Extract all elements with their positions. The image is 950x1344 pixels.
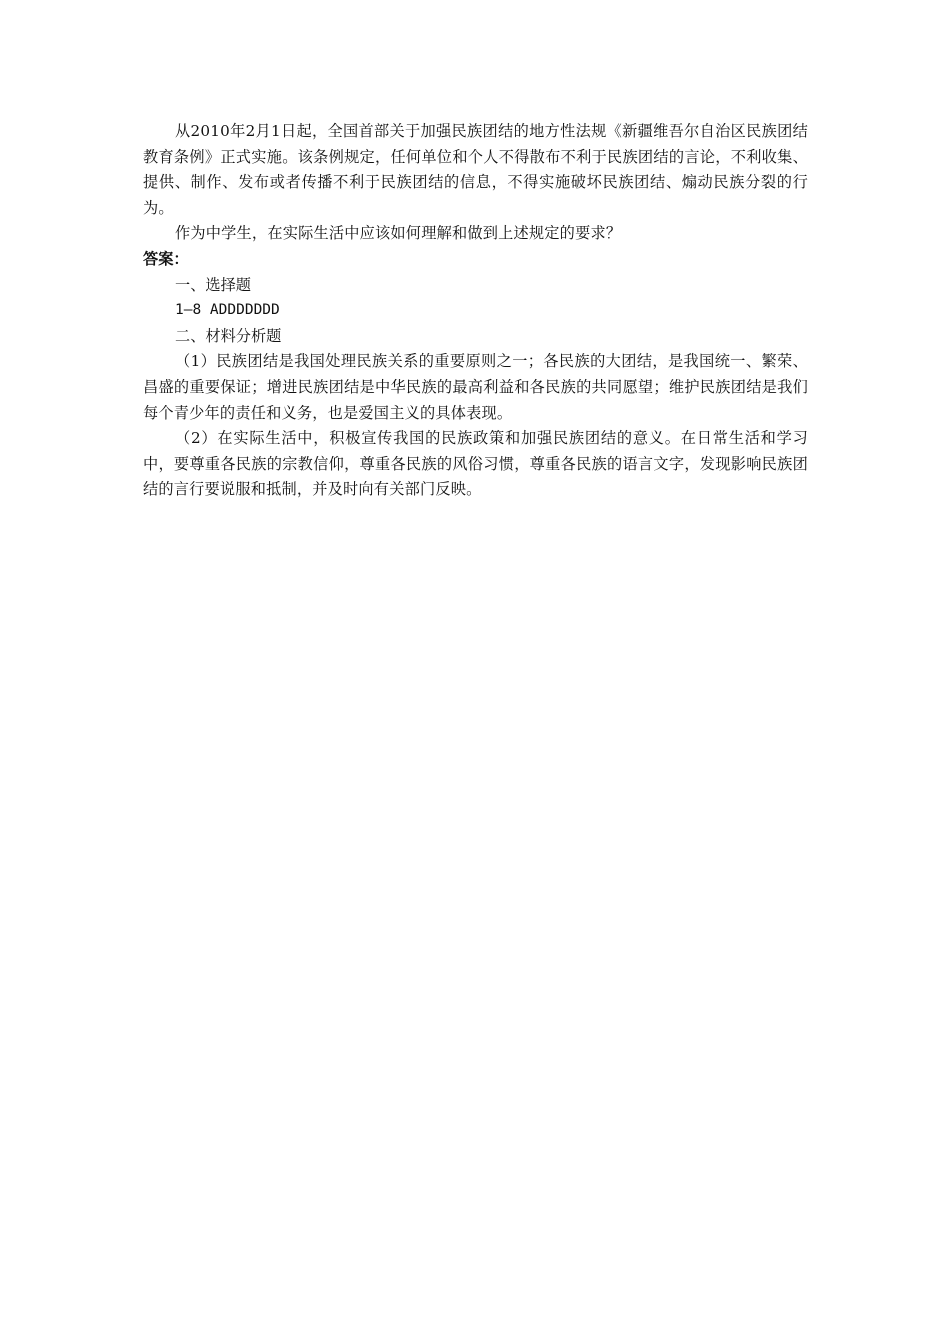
question-prompt: 作为中学生，在实际生活中应该如何理解和做到上述规定的要求？ [175, 224, 622, 243]
section-title-analysis: 二、材料分析题 [175, 326, 282, 345]
section-title-choice: 一、选择题 [175, 275, 251, 294]
analysis-answer-2: （2）在实际生活中，积极宣传我国的民族政策和加强民族团结的意义。在日常生活和学习中，要尊重各民族的宗教信仰，尊重各民族的风俗习惯，尊重各民族的语言文字，发现影响民族团结的言行要说服和抵制，并及时向有关部门反映。 [143, 429, 808, 499]
choice-answer-key: 1—8 ADDDDDDD [175, 302, 280, 319]
analysis-answer-1: （1）民族团结是我国处理民族关系的重要原则之一；各民族的大团结，是我国统一、繁荣、昌盛的重要保证；增进民族团结是中华民族的最高利益和各民族的共同愿望；维护民族团结是我们每个青少年的责任和义务，也是爱国主义的具体表现。 [143, 352, 808, 422]
material-paragraph: 从2010年2月1日起，全国首部关于加强民族团结的地方性法规《新疆维吾尔自治区民族团结教育条例》正式实施。该条例规定，任何单位和个人不得散布不利于民族团结的言论，不利收集、提供、制作、发布或者传播不利于民族团结的信息，不得实施破坏民族团结、煽动民族分裂的行为。 [143, 122, 808, 217]
document-content [143, 119, 808, 503]
answer-label: 答案： [143, 249, 189, 268]
